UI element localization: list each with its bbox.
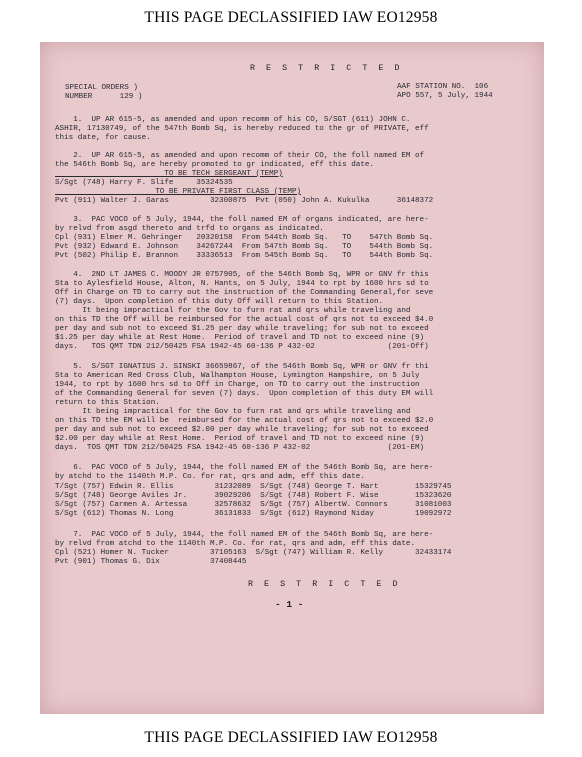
body-line: days. TOS QMT TDN 212/50425 FSA 1942-45 60-136 P 432-02 (201-EM) [55,444,425,452]
classification-header: R E S T R I C T E D [250,63,403,73]
body-line: days. TOS QMT TDN 212/50425 FSA 1942-45 60-136 P 432-02 (201-Off) [55,343,429,351]
station-label: AAF STATION NO. 106 [397,83,489,91]
body-line: (7) days. Upon completion of this duty Off will return to this Station. [55,298,384,306]
body-line: per day and sub not to exceed $2.00 per day while traveling; for sub not to exceed [55,426,429,434]
body-line: Pvt (911) Walter J. Garas 32300875 Pvt (050) John A. Kukulka 36148372 [55,197,434,205]
body-line: Sta to American Red Cross Club, Walhampton House, Lymington Hampshire, on 5 July [55,372,420,380]
body-line: Cpl (521) Homer N. Tucker 37105163 S/Sgt (747) William R. Kelly 32433174 [55,549,452,557]
body-line: S/Sgt (748) George Aviles Jr. 39029206 S/Sgt (748) Robert F. Wise 15323620 [55,492,452,500]
body-line: return to this Station. [55,399,160,407]
body-line: 4. 2ND LT JAMES C. MOODY JR 0757905, of the 546th Bomb Sq, WPR or GNV fr this [55,271,429,279]
orders-label: SPECIAL ORDERS ) [65,84,138,92]
body-line: $2.00 per day while at Rest Home. Period of travel and TD not to exceed nine (9) [55,435,425,443]
body-line: 2. UP AR 615-5, as amended and upon recomm of their CO, the foll named EM of [55,152,425,160]
body-line: this date, for cause. [55,134,151,142]
body-line: 1. UP AR 615-5, as amended and upon recomm of his CO, S/SGT (611) JOHN C. [55,116,411,124]
document-page [40,42,544,714]
body-line: Sta to Aylesfield House, Alton, N. Hants, on 5 July, 1944 to rpt by 1600 hrs sd to [55,280,429,288]
body-line: Off in Charge on TD to carry out the instruction of the Commanding General,for seve [55,289,434,297]
body-line: 5. S/SGT IGNATIUS J. SINSKI 36659867, of the 546th Bomb Sq, WPR or GNV fr thi [55,363,429,371]
body-line: the 546th Bomb Sq, are hereby promoted to gr indicated, eff this date. [55,161,374,169]
promotion-heading: TO BE PRIVATE FIRST CLASS (TEMP) [55,188,302,196]
body-line: Pvt (901) Thomas G. Dix 37408445 [55,558,247,566]
orders-number: NUMBER 129 ) [65,93,143,101]
body-line: on this TD the EM will be reimbursed for the actual cost of qrs not to exceed $2.0 [55,417,434,425]
body-line: of the Commanding General for seven (7) days. Upon completion of this duty EM will [55,390,434,398]
body-line: by atchd to the 1140th M.P. Co. for rat, qrs and adm, eff this date. [55,473,365,481]
body-line: ASHIR, 17130749, of the 547th Bomb Sq, is hereby reduced to the gr of PRIVATE, eff [55,125,429,133]
apo-date: APO 557, 5 July, 1944 [397,92,493,100]
body-line: S/Sgt (612) Thomas N. Long 36131833 S/Sgt (612) Raymond Niday 19092972 [55,510,452,518]
body-line: by relvd from asgd thereto and trfd to organs as indicated. [55,225,324,233]
declassified-banner-bottom: THIS PAGE DECLASSIFIED IAW EO12958 [144,729,438,746]
body-line: It being impractical for the Gov to furn rat and qrs while traveling and [55,307,411,315]
body-line: by relvd from atchd to the 1140th M.P. Co. for rat, qrs and adm, eff this date. [55,540,416,548]
body-line: on this TD the Off will be reimbursed for the actual cost of qrs not to exceed $4.0 [55,316,434,324]
body-line: 3. PAC VOCO of 5 July, 1944, the foll named EM of organs indicated, are here- [55,216,429,224]
body-line: 6. PAC VOCO of 5 July, 1944, the foll named EM of the 546th Bomb Sq, are here- [55,464,434,472]
declassified-banner-top: THIS PAGE DECLASSIFIED IAW EO12958 [144,9,438,26]
body-line: $1.25 per day while at Rest Home. Period of travel and TD not to exceed nine (9) [55,334,425,342]
body-line: Cpl (931) Elmer M. Gehringer 20320158 From 544th Bomb Sq. TO 547th Bomb Sq. [55,234,434,242]
body-line: T/Sgt (757) Edwin R. Ellis 31232089 S/Sgt (748) George T. Hart 15329745 [55,483,452,491]
body-line: 1944, to rpt by 1600 hrs sd to Off in Charge, on TD to carry out the instruction [55,381,420,389]
body-line: S/Sgt (757) Carmen A. Artessa 32578632 S/Sgt (757) AlbertW. Connors 31081003 [55,501,452,509]
promotion-heading: TO BE TECH SERGEANT (TEMP) [55,170,283,178]
body-line: per day and sub not to exceed $1.25 per day while traveling; for sub not to exceed [55,325,429,333]
page-number: - 1 - [275,599,304,610]
body-line: It being impractical for the Gov to furn rat and qrs while traveling and [55,408,411,416]
body-line: 7. PAC VOCO of 5 July, 1944, the foll named EM of the 546th Bomb Sq, are here- [55,531,434,539]
body-line: S/Sgt (748) Harry F. Slife 35324535 [55,179,233,187]
body-line: Pvt (932) Edward E. Johnson 34267244 From 547th Bomb Sq. TO 544th Bomb Sq. [55,243,434,251]
classification-footer: R E S T R I C T E D [248,579,401,589]
body-line: Pvt (502) Philip E. Brannon 33336513 From 545th Bomb Sq. TO 544th Bomb Sq. [55,252,434,260]
